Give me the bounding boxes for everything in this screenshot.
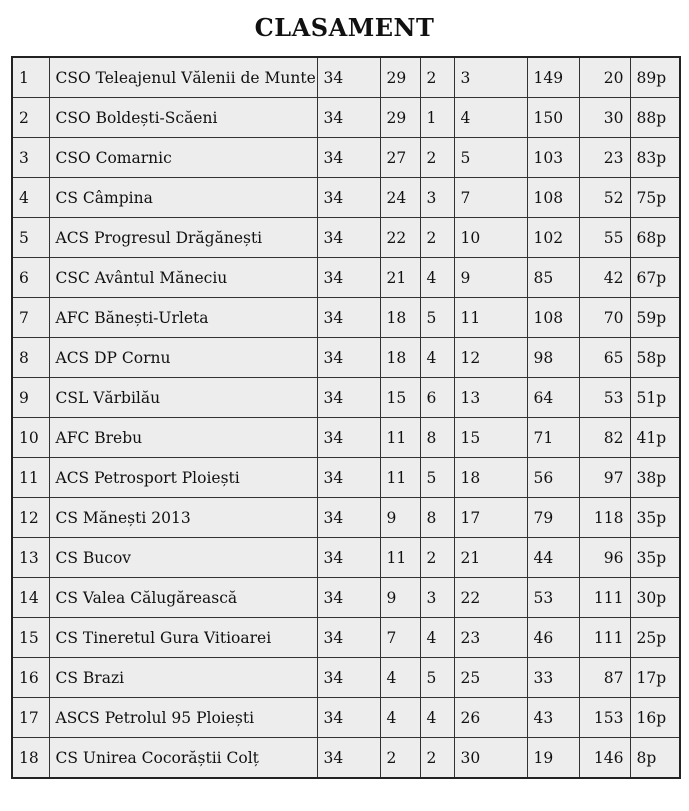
table-row xyxy=(12,218,680,258)
losses-cell: 22 xyxy=(454,578,527,618)
rank-cell: 12 xyxy=(12,498,49,538)
rank-cell: 15 xyxy=(12,618,49,658)
draws-cell: 2 xyxy=(420,738,454,779)
draws-cell: 5 xyxy=(420,458,454,498)
rank-cell: 10 xyxy=(12,418,49,458)
played-cell: 34 xyxy=(317,57,380,98)
points-cell: 75p xyxy=(630,178,680,218)
rank-cell: 2 xyxy=(12,98,49,138)
wins-cell: 18 xyxy=(380,298,420,338)
goals-against-cell: 87 xyxy=(579,658,630,698)
points-cell: 68p xyxy=(630,218,680,258)
losses-cell: 5 xyxy=(454,138,527,178)
rank-cell: 17 xyxy=(12,698,49,738)
team-name-cell: ACS Petrosport Ploiești xyxy=(49,458,317,498)
table-row xyxy=(12,538,680,578)
losses-cell: 15 xyxy=(454,418,527,458)
draws-cell: 5 xyxy=(420,298,454,338)
goals-against-cell: 82 xyxy=(579,418,630,458)
losses-cell: 17 xyxy=(454,498,527,538)
table-row xyxy=(12,258,680,298)
played-cell: 34 xyxy=(317,698,380,738)
goals-against-cell: 70 xyxy=(579,298,630,338)
points-cell: 67p xyxy=(630,258,680,298)
standings-body xyxy=(12,57,680,778)
goals-against-cell: 153 xyxy=(579,698,630,738)
rank-cell: 3 xyxy=(12,138,49,178)
points-cell: 59p xyxy=(630,298,680,338)
table-row xyxy=(12,698,680,738)
rank-cell: 6 xyxy=(12,258,49,298)
losses-cell: 21 xyxy=(454,538,527,578)
team-name-cell: ACS DP Cornu xyxy=(49,338,317,378)
goals-against-cell: 55 xyxy=(579,218,630,258)
rank-cell: 7 xyxy=(12,298,49,338)
wins-cell: 2 xyxy=(380,738,420,779)
goals-for-cell: 103 xyxy=(527,138,579,178)
points-cell: 35p xyxy=(630,498,680,538)
goals-against-cell: 96 xyxy=(579,538,630,578)
wins-cell: 15 xyxy=(380,378,420,418)
table-row xyxy=(12,618,680,658)
wins-cell: 11 xyxy=(380,418,420,458)
rank-cell: 11 xyxy=(12,458,49,498)
team-name-cell: CSC Avântul Măneciu xyxy=(49,258,317,298)
team-name-cell: CS Valea Călugărească xyxy=(49,578,317,618)
goals-against-cell: 52 xyxy=(579,178,630,218)
points-cell: 16p xyxy=(630,698,680,738)
wins-cell: 22 xyxy=(380,218,420,258)
losses-cell: 11 xyxy=(454,298,527,338)
draws-cell: 2 xyxy=(420,57,454,98)
goals-against-cell: 111 xyxy=(579,578,630,618)
goals-against-cell: 97 xyxy=(579,458,630,498)
table-row xyxy=(12,98,680,138)
table-row xyxy=(12,178,680,218)
played-cell: 34 xyxy=(317,538,380,578)
goals-against-cell: 65 xyxy=(579,338,630,378)
wins-cell: 4 xyxy=(380,658,420,698)
rank-cell: 18 xyxy=(12,738,49,779)
rank-cell: 4 xyxy=(12,178,49,218)
played-cell: 34 xyxy=(317,218,380,258)
draws-cell: 1 xyxy=(420,98,454,138)
wins-cell: 29 xyxy=(380,57,420,98)
goals-for-cell: 43 xyxy=(527,698,579,738)
losses-cell: 9 xyxy=(454,258,527,298)
rank-cell: 16 xyxy=(12,658,49,698)
goals-for-cell: 71 xyxy=(527,418,579,458)
losses-cell: 23 xyxy=(454,618,527,658)
points-cell: 89p xyxy=(630,57,680,98)
losses-cell: 4 xyxy=(454,98,527,138)
table-row xyxy=(12,498,680,538)
goals-against-cell: 30 xyxy=(579,98,630,138)
team-name-cell: ACS Progresul Drăgănești xyxy=(49,218,317,258)
played-cell: 34 xyxy=(317,418,380,458)
team-name-cell: CS Unirea Cocorăștii Colț xyxy=(49,738,317,779)
points-cell: 38p xyxy=(630,458,680,498)
rank-cell: 14 xyxy=(12,578,49,618)
losses-cell: 25 xyxy=(454,658,527,698)
losses-cell: 18 xyxy=(454,458,527,498)
rank-cell: 9 xyxy=(12,378,49,418)
points-cell: 30p xyxy=(630,578,680,618)
goals-against-cell: 111 xyxy=(579,618,630,658)
goals-for-cell: 149 xyxy=(527,57,579,98)
draws-cell: 6 xyxy=(420,378,454,418)
points-cell: 17p xyxy=(630,658,680,698)
draws-cell: 2 xyxy=(420,538,454,578)
team-name-cell: CSO Boldești-Scăeni xyxy=(49,98,317,138)
table-row xyxy=(12,738,680,779)
played-cell: 34 xyxy=(317,98,380,138)
table-row xyxy=(12,298,680,338)
table-row xyxy=(12,458,680,498)
played-cell: 34 xyxy=(317,378,380,418)
table-row xyxy=(12,658,680,698)
draws-cell: 8 xyxy=(420,418,454,458)
table-row xyxy=(12,378,680,418)
team-name-cell: CS Brazi xyxy=(49,658,317,698)
goals-against-cell: 146 xyxy=(579,738,630,779)
draws-cell: 8 xyxy=(420,498,454,538)
table-row xyxy=(12,138,680,178)
goals-for-cell: 33 xyxy=(527,658,579,698)
rank-cell: 1 xyxy=(12,57,49,98)
wins-cell: 27 xyxy=(380,138,420,178)
goals-for-cell: 108 xyxy=(527,178,579,218)
team-name-cell: CS Mănești 2013 xyxy=(49,498,317,538)
team-name-cell: CS Bucov xyxy=(49,538,317,578)
goals-against-cell: 42 xyxy=(579,258,630,298)
played-cell: 34 xyxy=(317,178,380,218)
wins-cell: 9 xyxy=(380,498,420,538)
goals-for-cell: 64 xyxy=(527,378,579,418)
rank-cell: 8 xyxy=(12,338,49,378)
team-name-cell: AFC Bănești-Urleta xyxy=(49,298,317,338)
points-cell: 88p xyxy=(630,98,680,138)
goals-against-cell: 23 xyxy=(579,138,630,178)
goals-for-cell: 79 xyxy=(527,498,579,538)
table-row xyxy=(12,57,680,98)
losses-cell: 3 xyxy=(454,57,527,98)
wins-cell: 29 xyxy=(380,98,420,138)
wins-cell: 21 xyxy=(380,258,420,298)
played-cell: 34 xyxy=(317,658,380,698)
goals-against-cell: 53 xyxy=(579,378,630,418)
draws-cell: 2 xyxy=(420,218,454,258)
draws-cell: 4 xyxy=(420,698,454,738)
team-name-cell: CSO Comarnic xyxy=(49,138,317,178)
team-name-cell: CS Câmpina xyxy=(49,178,317,218)
losses-cell: 12 xyxy=(454,338,527,378)
wins-cell: 24 xyxy=(380,178,420,218)
goals-for-cell: 56 xyxy=(527,458,579,498)
played-cell: 34 xyxy=(317,258,380,298)
goals-for-cell: 98 xyxy=(527,338,579,378)
wins-cell: 9 xyxy=(380,578,420,618)
rank-cell: 5 xyxy=(12,218,49,258)
team-name-cell: CSO Teleajenul Vălenii de Munte xyxy=(49,57,317,98)
goals-for-cell: 53 xyxy=(527,578,579,618)
goals-for-cell: 150 xyxy=(527,98,579,138)
standings-table xyxy=(11,56,681,779)
draws-cell: 4 xyxy=(420,338,454,378)
points-cell: 8p xyxy=(630,738,680,779)
points-cell: 41p xyxy=(630,418,680,458)
played-cell: 34 xyxy=(317,498,380,538)
draws-cell: 4 xyxy=(420,618,454,658)
goals-against-cell: 20 xyxy=(579,57,630,98)
table-row xyxy=(12,418,680,458)
table-row xyxy=(12,578,680,618)
wins-cell: 18 xyxy=(380,338,420,378)
goals-for-cell: 108 xyxy=(527,298,579,338)
points-cell: 51p xyxy=(630,378,680,418)
losses-cell: 10 xyxy=(454,218,527,258)
losses-cell: 30 xyxy=(454,738,527,779)
losses-cell: 13 xyxy=(454,378,527,418)
team-name-cell: ASCS Petrolul 95 Ploiești xyxy=(49,698,317,738)
page-title: CLASAMENT xyxy=(254,13,435,42)
team-name-cell: CSL Vărbilău xyxy=(49,378,317,418)
played-cell: 34 xyxy=(317,298,380,338)
draws-cell: 5 xyxy=(420,658,454,698)
goals-against-cell: 118 xyxy=(579,498,630,538)
draws-cell: 2 xyxy=(420,138,454,178)
wins-cell: 11 xyxy=(380,538,420,578)
played-cell: 34 xyxy=(317,618,380,658)
points-cell: 83p xyxy=(630,138,680,178)
goals-for-cell: 85 xyxy=(527,258,579,298)
points-cell: 35p xyxy=(630,538,680,578)
losses-cell: 26 xyxy=(454,698,527,738)
wins-cell: 7 xyxy=(380,618,420,658)
goals-for-cell: 19 xyxy=(527,738,579,779)
draws-cell: 4 xyxy=(420,258,454,298)
played-cell: 34 xyxy=(317,578,380,618)
points-cell: 58p xyxy=(630,338,680,378)
wins-cell: 11 xyxy=(380,458,420,498)
played-cell: 34 xyxy=(317,338,380,378)
rank-cell: 13 xyxy=(12,538,49,578)
goals-for-cell: 44 xyxy=(527,538,579,578)
played-cell: 34 xyxy=(317,458,380,498)
team-name-cell: AFC Brebu xyxy=(49,418,317,458)
wins-cell: 4 xyxy=(380,698,420,738)
table-row xyxy=(12,338,680,378)
played-cell: 34 xyxy=(317,138,380,178)
losses-cell: 7 xyxy=(454,178,527,218)
played-cell: 34 xyxy=(317,738,380,779)
team-name-cell: CS Tineretul Gura Vitioarei xyxy=(49,618,317,658)
goals-for-cell: 102 xyxy=(527,218,579,258)
goals-for-cell: 46 xyxy=(527,618,579,658)
draws-cell: 3 xyxy=(420,578,454,618)
points-cell: 25p xyxy=(630,618,680,658)
draws-cell: 3 xyxy=(420,178,454,218)
